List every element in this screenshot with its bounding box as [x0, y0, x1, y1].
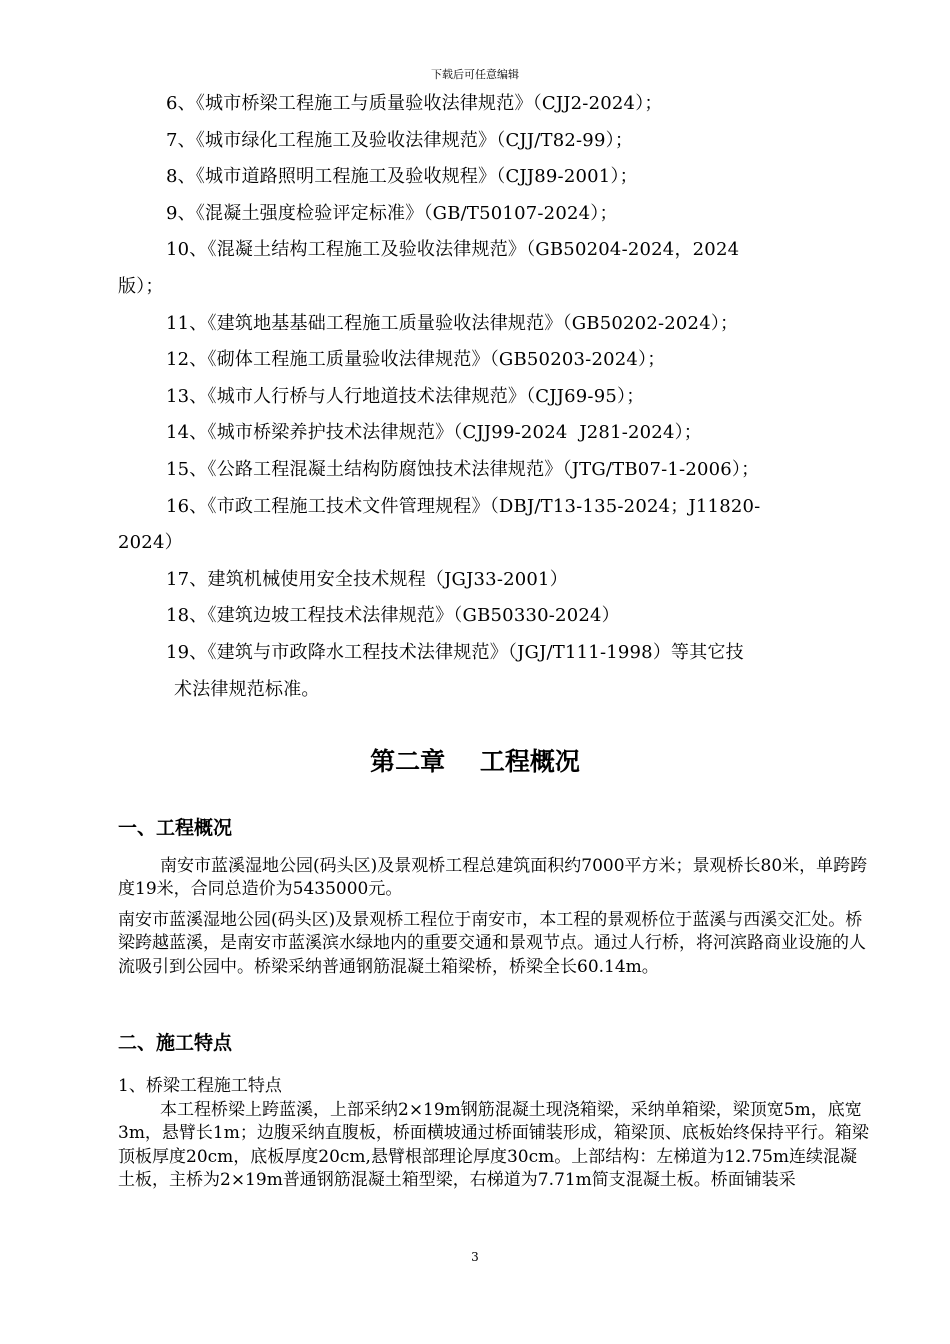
reference-item: 12、《砌体工程施工质量验收法律规范》（GB50203-2024）； [166, 349, 666, 371]
reference-item-continuation: 术法律规范标准。 [174, 678, 320, 700]
section-heading-overview: 一、工程概况 [118, 817, 233, 839]
reference-item: 13、《城市人行桥与人行地道技术法律规范》（CJJ69-95）； [166, 385, 645, 407]
reference-item: 8、《城市道路照明工程施工及验收规程》（CJJ89-2001）； [166, 166, 638, 188]
reference-item: 14、《城市桥梁养护技术法律规范》（CJJ99-2024 J281-2024）； [166, 422, 703, 444]
reference-item: 7、《城市绿化工程施工及验收法律规范》（CJJ/T82-99）； [166, 129, 634, 151]
overview-paragraph-2: 南安市蓝溪湿地公园(码头区)及景观桥工程位于南安市，本工程的景观桥位于蓝溪与西溪交汇处。桥梁跨越蓝溪，是南安市蓝溪滨水绿地内的重要交通和景观节点。通过人行桥，将河滨路商业设施的人流吸引到公园中。桥梁采纳普通钢筋混凝土箱梁桥，桥梁全长60.14m。 [118, 910, 866, 977]
reference-item-continuation: 2024） [118, 532, 183, 554]
section-heading-features: 二、施工特点 [118, 1032, 233, 1054]
reference-item: 19、《建筑与市政降水工程技术法律规范》（JGJ/T111-1998）等其它技 [166, 641, 744, 663]
reference-item: 9、《混凝土强度检验评定标准》（GB/T50107-2024）； [166, 202, 618, 224]
reference-item: 6、《城市桥梁工程施工与质量验收法律规范》（CJJ2-2024）； [166, 93, 663, 114]
reference-list [118, 86, 878, 708]
features-paragraph: 本工程桥梁上跨蓝溪，上部采纳2×19m钢筋混凝土现浇箱梁，采纳单箱梁，梁顶宽5m，底宽3m，悬臂长1m；边腹采纳直腹板，桥面横坡通过桥面铺装形成，箱梁顶、底板始终保持平行。箱梁顶板厚度20cm，底板厚度20cm,悬臂根部理论厚度30cm。上部结构：左梯道为12.75m连续混凝土板，主桥为2×19m普通钢筋混凝土箱型梁，右梯道为7.71m简支混凝土板。桥面铺装采 [118, 1100, 869, 1191]
page-header-note: 下载后可任意编辑 [431, 68, 519, 81]
reference-item: 10、《混凝土结构工程施工及验收法律规范》（GB50204-2024，2024 [166, 239, 740, 261]
features-subheading: 1、桥梁工程施工特点 [118, 1076, 282, 1096]
chapter-title: 第二章 工程概况 [370, 747, 580, 776]
reference-item: 17、建筑机械使用安全技术规程（JGJ33-2001） [166, 568, 568, 590]
reference-item: 18、《建筑边坡工程技术法律规范》（GB50330-2024） [166, 605, 620, 627]
reference-item-continuation: 版）； [118, 275, 164, 297]
reference-item: 16、《市政工程施工技术文件管理规程》（DBJ/T13-135-2024；J11820- [166, 495, 761, 517]
page-number: 3 [471, 1250, 479, 1264]
reference-item: 11、《建筑地基基础工程施工质量验收法律规范》（GB50202-2024）； [166, 312, 739, 334]
reference-item: 15、《公路工程混凝土结构防腐蚀技术法律规范》（JTG/TB07-1-2006）； [166, 458, 760, 480]
overview-paragraph-1: 南安市蓝溪湿地公园(码头区)及景观桥工程总建筑面积约7000平方米；景观桥长80米，单跨跨度19米，合同总造价为5435000元。 [118, 856, 868, 900]
